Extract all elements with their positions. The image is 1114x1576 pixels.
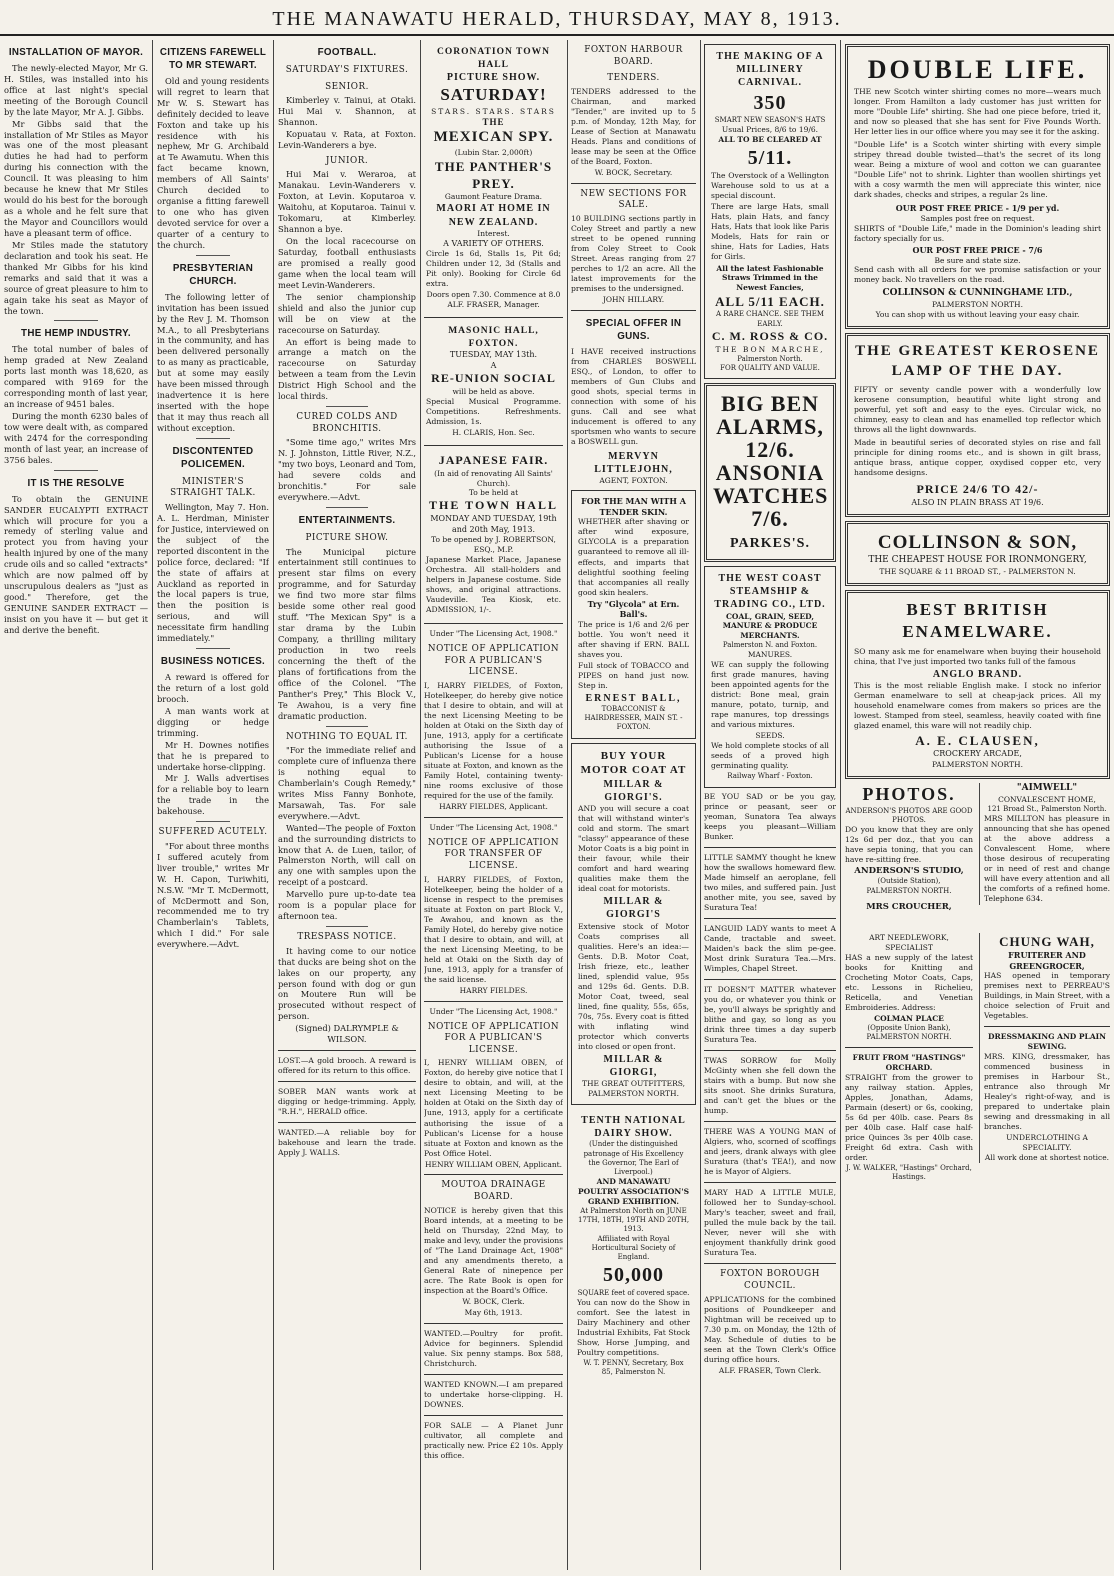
divider xyxy=(326,726,367,727)
ad-text: Extensive stock of Motor Coats comprises all qualities. Here's an idea:— Gents. D.B. Motor Coat, Irish frieze, etc., leather lined, splendid value, 95s and 129s 6d. Gents. D.B. Motor Coat, tweed, seal lined, fine quality, 55s, 65s, 70s, 75s. Every coat is fitted with inflating wind protector which converts into closed or open front. xyxy=(578,921,689,1051)
article-paragraph: "For about three months I suffered acutely from liver trouble," writes Mr W. H. Capon, Turiwhiti, N.S.W. "Mr T. McDermott, of McDermott and Son, recommended me to try Chamberlain's Tablets, which I did." For sale everywhere.—Advt. xyxy=(157,840,269,950)
ad-text: This is the most reliable English make. I stock no inferior German enamelware to sell at cheap-jack prices. All my household enamelware comes from makers so prices are the lowest. Stamped from steel, seamless, heavily coated with fine glazed enamel, this ware will not readily chip. xyxy=(854,681,1101,731)
ad-text: The Overstock of a Wellington Warehouse sold to us at a special discount. xyxy=(711,171,829,201)
ad-text: Made in beautiful series of decorated styles on rise and fall principle for dining rooms etc., and is shown in gilt brass, antique brass, antique copper, oxydised copper etc, very handsome designs. xyxy=(854,437,1101,477)
ad-coronation-picture-show xyxy=(424,44,563,312)
ad-heading: NEW SECTIONS FOR SALE. xyxy=(580,188,687,211)
classified-ad: IT DOESN'T MATTER whatever you do, or whatever you think or be, you'll always be sprightly and blithe and gay, so long as you drink three times a day superb Suratura Tea. xyxy=(704,984,836,1044)
article-paragraph: The following letter of invitation has been issued by the Rev J. M. Thomson M.A., to all Presbyterians in the community, and has been delivered personally to as many as practicable, but at some may easily have been missed through inadvertence it is here inserted with the hope that it may thus reach all without exception. xyxy=(157,291,269,433)
divider xyxy=(54,320,97,321)
divider xyxy=(704,1121,836,1122)
ad-text: CROCKERY ARCADE, xyxy=(933,749,1022,759)
ad-text: SHIRTS of "Double Life," made in the Dominion's leading shirt factory specially for us. xyxy=(854,223,1101,243)
article-paragraph: A man wants work at digging or hedge trimming. xyxy=(157,705,269,738)
headline-entertainments: ENTERTAINMENTS. xyxy=(298,514,396,526)
divider xyxy=(704,847,836,848)
ad-signature: H. CLARIS, Hon. Sec. xyxy=(452,427,535,437)
article-paragraph: The Municipal picture entertainment still continues to present star films on every programme, and for Saturday we find two more star films beside some other real good stuff. "The Mexican Spy" is a star drama by the Lubin Company, a thrilling military production in two reels concerning the theft of the plans of fortifications from the office of the Colonel. "The Panther's Prey," This Block V., Te Awahou, is a very fine dramatic production. xyxy=(278,546,416,721)
ad-text: FIFTY or seventy candle power with a wonderfully low kerosene consumption, beautiful white light strong and powerful, yet soft and easy to the eyes. Circular wick, no chimney, easy to clean and has enamelled top reflector which throws all the light downwards. xyxy=(854,384,1101,434)
ad-glycola xyxy=(571,490,696,738)
legal-title: MOUTOA DRAINAGE BOARD. xyxy=(441,1180,546,1203)
article-paragraph: The newly-elected Mayor, Mr G. H. Stiles, was installed into his office at last night's special meeting of the Borough Council by the late Mayor, Mr A. J. Gibbs. xyxy=(4,62,148,117)
ad-text: A VARIETY OF OTHERS. xyxy=(443,238,544,248)
subheadline: PICTURE SHOW. xyxy=(305,532,389,543)
divider xyxy=(704,1182,836,1183)
ad-text: The price is 1/6 and 2/6 per bottle. You won't need it after shaving if ERN. BALL shaves you. xyxy=(578,619,689,659)
ad-text: Japanese Market Place, Japanese Orchestra. All stall-holders and helpers in Japanese costume. Side shows, and original attractions. Vaudeville. Tea Kiosk, etc. ADMISSION, 1/-. xyxy=(426,555,561,615)
legal-body: I, HENRY WILLIAM OBEN, of Foxton, do hereby give notice that I desire to obtain, and will, at the next Licensing Meeting to be holden at Otaki on the Sixth day of June, 1913, apply for a certificate authorising the issue of a Publican's License for a house situate at Foxton and known as the Post Office Hotel. xyxy=(424,1058,563,1158)
divider xyxy=(196,255,230,256)
ad-text: Special Musical Programme. Competitions. Refreshments. Admission, 1s. xyxy=(426,396,561,426)
column-rule xyxy=(840,40,841,1570)
ad-dairy-show xyxy=(571,1109,696,1383)
column-3 xyxy=(278,40,416,1570)
column-rule xyxy=(700,40,701,1570)
column-rule xyxy=(273,40,274,1570)
ad-text: Palmerston North. xyxy=(737,354,803,363)
divider xyxy=(278,1122,416,1123)
ad-highlight: 5/11. xyxy=(747,146,793,169)
ad-text: 10 BUILDING sections partly in Coley Street and partly a new street to be opened running from Coley Street to Cook Street. Areas ranging from 27 perches to 1/2 an acre. All the latest improvements for the premises to the undersigned. xyxy=(571,214,696,294)
ad-heading: THE TOWN HALL xyxy=(429,498,558,513)
ad-highlight: 7/6. xyxy=(751,506,789,532)
ad-text: STRAIGHT from the grower to any railway station. Apples, Apples, Jonathan, Adams, Parmain (desert) or 6s, cooking, 5s 6d per 40lb. case. Pears 8s per 40lb case. Half case half-price Quinces 3s per 40lb case. Freight 6d extra. Cash with order. xyxy=(845,1072,973,1162)
classified-ad: BE YOU SAD or be you gay, prince or peasant, seer or yeoman, Sunatora Tea always keeps you pleasant—William Bunker. xyxy=(704,791,836,841)
ad-text: Be sure and state size. xyxy=(934,255,1021,265)
ad-name: COLLINSON & CUNNINGHAME LTD., xyxy=(882,288,1073,299)
article-paragraph: The senior championship shield and also the junior cup will be on view at the racecourse on Saturday. xyxy=(278,291,416,335)
headline-citizens-farewell: CITIZENS FAREWELL TO MR STEWART. xyxy=(159,47,267,71)
headline-installation-of-mayor: INSTALLATION OF MAYOR. xyxy=(8,47,144,58)
ad-text: HAS a new supply of the latest books for Knitting and Crocheting Motor Coats, Caps, etc. Lessons in Richelieu, Reticella, and Venetian Embroideries. Address: xyxy=(845,952,973,1012)
ad-text: WE can supply the following first grade manures, having been appointed agents for the district: Bone meal, grain manure, potato, turnip, and rape manures, top dressings and various mixtures. xyxy=(711,660,829,730)
ad-text: TUESDAY, MAY 13th. xyxy=(449,350,538,360)
article-paragraph: The total number of bales of hemp graded at New Zealand ports last month was 18,620, as compared with 9169 for the corresponding month of last year, an increase of 9451 bales. xyxy=(4,344,148,410)
signature: (Signed) DALRYMPLE & WILSON. xyxy=(295,1023,399,1045)
legal-body: NOTICE is hereby given that this Board intends, at a meeting to be held on Thursday, 22nd May, to make and levy, under the provisions of "The Land Drainage Act, 1908" and any amendments thereto, a General Rate of ninepence per acre. The Rate Book is open for inspection at the Board's Office. xyxy=(424,1205,563,1295)
ad-heading: SPECIAL OFFER IN GUNS. xyxy=(585,318,682,342)
ad-text: Doors open 7.30. Commence at 8.0 xyxy=(426,290,561,300)
ad-text: DO you know that they are only 12s 6d per doz., that you can have sepia toning, that you can have re-sitting free. xyxy=(845,825,973,865)
ad-heading: JAPANESE FAIR. xyxy=(438,452,549,467)
headline-resolve: IT IS THE RESOLVE xyxy=(27,477,125,489)
divider xyxy=(704,979,836,980)
ad-text: PALMERSTON NORTH. xyxy=(588,1089,679,1099)
ad-text: To be opened by J. ROBERTSON, ESQ., M.P. xyxy=(431,535,556,555)
divider xyxy=(571,310,696,311)
ad-signature: W. T. PENNY, Secretary, Box 85, Palmerston N. xyxy=(583,1359,684,1377)
ad-text: THE new Scotch winter shirting comes no more—wears much longer. From Hamilton a lady customer has just written for more "Double Life" shirting. She had one piece before, tried it, and now so pleased that she has sent for Five Pounds Worth. Her letter lies in our office where you may see it for the asking. xyxy=(854,87,1101,137)
ad-text: Samples post free on request. xyxy=(920,214,1035,224)
column-6 xyxy=(704,40,836,1570)
classified-ad: WANTED.—Poultry for profit. Advice for beginners. Splendid value. Six penny stamps. Box 588, Christchurch. xyxy=(424,1328,563,1368)
ad-heading: MASONIC HALL, FOXTON. xyxy=(448,326,539,349)
ad-text: (Under the distinguished patronage of His Excellency the Governor, The Earl of Liverpool.) xyxy=(583,1140,684,1177)
article-paragraph: An effort is being made to arrange a match on the racecourse on Saturday between a team from the Levin District High School and the local thirds. xyxy=(278,336,416,402)
ad-heading: FOR THE MAN WITH A TENDER SKIN. xyxy=(581,496,686,517)
divider xyxy=(196,821,230,822)
divider xyxy=(704,1050,836,1051)
legal-heading: Under "The Licensing Act, 1908." xyxy=(429,1006,558,1016)
article-paragraph: Mr J. Walls advertises for a reliable boy to learn the trade in the bakehouse. xyxy=(157,773,269,817)
divider xyxy=(424,1374,563,1375)
ad-reunion-social xyxy=(424,323,563,440)
ad-row-photos-aimwell xyxy=(845,783,1110,933)
legal-body: APPLICATIONS for the combined positions of Poundkeeper and Nightman will be received up to 7.30 p.m. on Monday, the 12th of May. Schedule of duties to be seen at the Town Clerk's Office during office hours. xyxy=(704,1294,836,1364)
legal-signature: HARRY FIELDES, Applicant. xyxy=(439,802,548,812)
column-rule xyxy=(420,40,421,1570)
ad-anderson-photos xyxy=(845,783,973,913)
divider xyxy=(704,918,836,919)
ad-text: FRUITERER AND GREENGROCER, xyxy=(1008,949,1086,971)
ad-text: MONDAY AND TUESDAY, 19th and 20th May, 1913. xyxy=(430,514,557,534)
column-7 xyxy=(845,40,1110,1570)
ad-heading: MEXICAN SPY. xyxy=(433,129,554,146)
ad-text: To be held at xyxy=(468,488,519,498)
ad-heading: BUY YOUR MOTOR COAT AT xyxy=(580,749,687,777)
ad-text: THE SQUARE & 11 BROAD ST., - PALMERSTON N. xyxy=(879,567,1076,577)
ad-name: MILLAR & GIORGI'S xyxy=(603,896,664,921)
divider xyxy=(984,1026,1110,1027)
ad-name: MILLAR & GIORGI, xyxy=(603,1053,664,1078)
divider xyxy=(424,1323,563,1324)
legal-date: May 6th, 1913. xyxy=(464,1307,523,1317)
legal-heading: Under "The Licensing Act, 1908." xyxy=(429,629,558,639)
divider xyxy=(278,1081,416,1082)
ad-text: THE BON MARCHE, xyxy=(715,344,825,354)
ad-heading: PICTURE SHOW. xyxy=(446,72,541,84)
divider xyxy=(196,648,230,649)
ad-text: THE CHEAPEST HOUSE FOR IRONMONGERY, xyxy=(868,555,1087,566)
ad-text: SMART NEW SEASON'S HATS xyxy=(714,115,826,124)
ad-kerosene-lamp xyxy=(845,333,1110,517)
ad-west-coast-steamship xyxy=(704,566,836,788)
ad-text: All work done at shortest notice. xyxy=(984,1152,1110,1162)
ad-heading: THE WEST COAST STEAMSHIP & TRADING CO., LTD. xyxy=(714,573,826,611)
ad-text: THE xyxy=(482,116,505,127)
subheadline: SENIOR. xyxy=(325,81,369,92)
column-rule xyxy=(152,40,153,1570)
subheadline: SATURDAY'S FIXTURES. xyxy=(285,64,409,75)
ad-signature: ALF. FRASER, Manager. xyxy=(447,300,540,310)
ad-text: SQUARE feet of covered space. xyxy=(577,1288,690,1297)
ad-text: SO many ask me for enamelware when buying their household china, that I've just imported two tanks full of the famous xyxy=(854,646,1101,666)
ad-text: (Lubin Star. 2,000ft) xyxy=(454,148,533,158)
ad-heading: PHOTOS. xyxy=(862,783,956,804)
ad-text: AND MANAWATU POULTRY ASSOCIATION'S GRAND EXHIBITION. xyxy=(577,1177,690,1207)
ad-aimwell xyxy=(979,783,1110,905)
ad-text: ART NEEDLEWORK, xyxy=(869,932,949,942)
ad-croucher xyxy=(845,933,973,1183)
ad-text: Send cash with all orders for we promise satisfaction or your money back. No travellers on the road. xyxy=(854,265,1101,285)
ad-text: STARS. STARS. STARS xyxy=(431,106,556,116)
ad-heading: CHUNG WAH, xyxy=(999,933,1095,949)
ad-text: ALSO IN PLAIN BRASS AT 19/6. xyxy=(911,497,1044,507)
headline-business-notices: BUSINESS NOTICES. xyxy=(160,656,266,668)
ad-text: MRS. KING, dressmaker, has commenced business in premises in Harbour St., entrance also through Mr Healey's right-of-way, and is prepared to undertake plain sewing and dressmaking in all branches. xyxy=(984,1051,1110,1132)
ad-text: Railway Wharf - Foxton. xyxy=(727,772,813,781)
ad-heading: CORONATION TOWN HALL xyxy=(437,47,550,70)
ad-text: FOR QUALITY AND VALUE. xyxy=(720,363,820,372)
divider xyxy=(196,438,230,439)
ad-text: THE GREAT OUTFITTERS, xyxy=(581,1079,686,1089)
ad-text: WHETHER after shaving or after wind exposure, GLYCOLA is a preparation guaranteed to remove all ill-effects, and imparts that delightful soothing feeling that accompanies all really good skin healers. xyxy=(578,517,689,597)
ad-collinson-son xyxy=(845,521,1110,586)
ad-highlight: 12/6. xyxy=(745,437,795,463)
ad-heading: COLLINSON & SON, xyxy=(877,532,1078,554)
article-paragraph: To obtain the GENUINE SANDER EUCALYPTI EXTRACT which will procure for you a remedy of sterling value and protect you from having your health injured by one of the many crude oils and so called "extracts" which are now palmed off by unscrupulous dealers as "just as good." Therefore, get the GENUINE SANDER EXTRACT — insist on you have it — but get it and derive the benefit. xyxy=(4,493,148,635)
article-paragraph: Wanted—The people of Foxton and the surrounding districts to know that A. de Luen, tailor, of Palmerston North, will call on any one with samples upon the receipt of a postcard. xyxy=(278,822,416,888)
ad-text: A xyxy=(490,360,497,370)
ad-heading: RE-UNION SOCIAL xyxy=(431,371,556,386)
ad-signature: J. W. WALKER, "Hastings" Orchard, Hastings. xyxy=(846,1163,972,1182)
headline-discontented-policemen: DISCONTENTED POLICEMEN. xyxy=(172,445,254,470)
ad-name: MILLAR & GIORGI'S. xyxy=(603,778,664,803)
ad-text: TOBACCONIST & HAIRDRESSER, MAIN ST. - FOXTON. xyxy=(584,704,683,732)
article-paragraph: Mr Stiles made the statutory declaration and took his seat. He thanked Mr Gibbs for his kind remarks and said that it was a source of great pleasure to him to again take his seat as Mayor of the town. xyxy=(4,239,148,316)
column-1 xyxy=(4,40,148,1570)
ad-highlight: 350 xyxy=(753,91,787,114)
ad-brand: ANGLO BRAND. xyxy=(932,668,1023,680)
article-paragraph: Hui Mai v. Weraroa, at Manakau. Levin-Wanderers v. Foxton, at Levin. Koputaroa v. Waitohu, at Koputaroa. Tainui v. Tokomaru, at Kimberley. Shannon a bye. xyxy=(278,169,416,235)
article-paragraph: "Some time ago," writes Mrs N. J. Johnston, Little River, N.Z., "my two boys, Leonard and Tom, had severe colds and bronchitis." For sale everywhere.—Advt. xyxy=(278,437,416,503)
column-4 xyxy=(424,40,563,1570)
ad-text: MRS MILLTON has pleasure in announcing that she has opened at the above address a Convalescent Home, where those desirous of recuperating or in need of rest and change will have every attention and all the comforts of a refined home. Telephone 634. xyxy=(984,813,1110,903)
ad-millinery-carnival xyxy=(704,44,836,379)
ad-price: OUR POST FREE PRICE - 1/9 per yd. xyxy=(895,203,1060,214)
ad-name: ERNEST BALL, xyxy=(585,692,682,704)
ad-subheading: SEEDS. xyxy=(755,731,785,741)
divider xyxy=(326,507,367,508)
article-paragraph: On the local racecourse on Saturday, football enthusiasts are promised a really good game when the local team will meet Levin-Wanderers. xyxy=(278,236,416,290)
ad-price: OUR POST FREE PRICE - 7/6 xyxy=(912,244,1043,255)
ad-text: Affiliated with Royal Horticultural Society of England. xyxy=(591,1234,676,1262)
divider xyxy=(571,183,696,184)
ad-british-enamelware xyxy=(845,590,1110,779)
classified-ad: FOR SALE — A Planet Junr cultivator, all complete and practically new. Price £2 10s. Apply this office. xyxy=(424,1420,563,1460)
subheadline: JUNIOR. xyxy=(325,155,369,166)
ad-text: COAL, GRAIN, SEED, MANURE & PRODUCE MERCHANTS. xyxy=(722,611,818,641)
ad-name: PARKES'S. xyxy=(730,535,810,551)
ad-japanese-fair xyxy=(424,451,563,618)
divider xyxy=(845,1047,973,1048)
legal-heading: Under "The Licensing Act, 1908." xyxy=(429,822,558,832)
ad-signature: W. BOCK, Secretary. xyxy=(594,167,673,177)
ad-heading: FOXTON HARBOUR BOARD. xyxy=(584,45,683,67)
column-5 xyxy=(571,40,696,1570)
legal-body: I, HARRY FIELDES, of Foxton, Hotelkeeper, do hereby give notice that I desire to obtain, and will at the next Licensing Meeting to be holden at Otaki on the Sixth day of June, 1913, apply for a certificate authorising the Issue of a Publican's License for a house situate at Foxton, and known as the Family Hotel, containing twenty-nine rooms exclusive of those required for the use of the family. xyxy=(424,680,563,800)
divider xyxy=(704,1263,836,1264)
ad-subheading: TENDERS. xyxy=(607,73,660,84)
headline-suffered-acutely: SUFFERED ACUTELY. xyxy=(158,827,268,838)
divider xyxy=(424,1001,563,1002)
divider xyxy=(424,317,563,318)
ad-text: (Opposite Union Bank), PALMERSTON NORTH. xyxy=(866,1023,952,1041)
ad-text: "Double Life" is a Scotch winter shirting with every simple stripey thread double twisted—that's the secret of its long wear. Being a mixture of wool and cotton we can guarantee "Double Life" not to shrink. Lighter than woollen shirtings yet with a cosy warmth the men will appreciate this winter, nice dark shades, checks and stripes, a regular 2s line. xyxy=(854,140,1101,200)
legal-title: NOTICE OF APPLICATION FOR A PUBLICAN'S LICENSE. xyxy=(427,644,560,678)
ad-heading: BEST BRITISH ENAMELWARE. xyxy=(902,600,1053,642)
ad-heading: THE GREATEST KEROSENE LAMP OF THE DAY. xyxy=(855,343,1100,379)
ad-text: I HAVE received instructions from CHARLES BOSWELL ESQ., of London, to offer to members of Gun Clubs and good shots, special terms in connection with some of his guns. Call and see what inducement is offered to any sportsmen who wants to secure a BOSWELL gun. xyxy=(571,346,696,447)
ad-heading: MAORI AT HOME IN NEW ZEALAND. xyxy=(436,203,551,228)
ad-heading: "AIMWELL" xyxy=(1016,782,1078,793)
legal-signature: W. BOCK, Clerk. xyxy=(462,1296,525,1306)
ad-text: UNDERCLOTHING A SPECIALITY. xyxy=(1006,1133,1088,1152)
divider xyxy=(424,623,563,624)
ad-text: All the latest Fashionable Straws Trimmed in the Newest Fancies, xyxy=(716,263,824,293)
ad-text: You can shop with us without leaving your easy chair. xyxy=(875,310,1080,320)
classified-ad: TWAS SORROW for Molly McGinty when she fell down the stairs with a bump. But now she sits snoot. She drinks Suratura, and can't get the blues or the hump. xyxy=(704,1056,836,1116)
ad-row-croucher-chungwah xyxy=(845,933,1110,1183)
ad-text: HAS opened in temporary premises next to PERREAU'S Buildings, in Main Street, with a choice selection of Fruit and Vegetables. xyxy=(984,971,1110,1021)
legal-title: NOTICE OF APPLICATION FOR A PUBLICAN'S LICENSE. xyxy=(427,1021,560,1055)
ad-text: CONVALESCENT HOME, xyxy=(998,794,1096,804)
article-paragraph: It having come to our notice that ducks are being shot on the lakes on our property, any person found with dog or gun on Moutere Run will be prosecuted without respect of person. xyxy=(278,945,416,1022)
ad-text: Interest. xyxy=(477,228,510,238)
ad-text: Palmerston N. and Foxton. xyxy=(722,641,818,650)
ad-double-life xyxy=(845,44,1110,329)
ad-highlight: BIG BEN xyxy=(720,390,820,416)
article-paragraph: Kopuatau v. Rata, at Foxton. Levin-Wanderers a bye. xyxy=(278,128,416,150)
article-paragraph: Mr Gibbs said that the installation of Mr Stiles as Mayor was one of the most pleasant duties he had had to perform during his connection with the Council. It was pleasing to him because he knew that Mr Stiles would do his best for the borough as a whole and he felt sure that the Mayor and Councillors would have a pleasant term of office. xyxy=(4,118,148,238)
article-paragraph: Marvello pure up-to-date tea room is a popular place for afternoon tea. xyxy=(278,889,416,922)
legal-signature: HENRY WILLIAM OBEN, Applicant. xyxy=(424,1159,563,1169)
article-paragraph: A reward is offered for the return of a lost gold brooch. xyxy=(157,672,269,704)
divider xyxy=(424,1415,563,1416)
legal-body: I, HARRY FIELDES, of Foxton, Hotelkeeper, being the holder of a license in respect to the premises situate at Foxton on part Block V., Te Awahou, and known as the Family Hotel, do hereby give notice that I desire to obtain, and will, at the next Licensing Meeting, to be held at Otaki on the Sixth day of June, 1913, apply for a transfer of the said license. xyxy=(424,874,563,984)
ad-name: MRS CROUCHER, xyxy=(866,901,952,912)
ad-text: PALMERSTON NORTH. xyxy=(932,759,1023,769)
ad-signature: JOHN HILLARY. xyxy=(602,295,665,305)
divider xyxy=(326,406,367,407)
ad-heading: DRESSMAKING AND PLAIN SEWING. xyxy=(987,1032,1107,1052)
ad-text: will be held as above. xyxy=(452,386,535,396)
ad-parkes-alarms xyxy=(704,383,836,562)
ad-text: 121 Broad St., Palmerston North. xyxy=(987,804,1107,813)
ad-text: Circle 1s 6d, Stalls 1s, Pit 6d; Children under 12, 3d (Stalls and Pit only). Booking for Circle 6d extra. xyxy=(426,249,561,289)
article-paragraph: Wellington, May 7. Hon. A. L. Herdman, Minister for Justice, interviewed on the subject of the reported discontent in the police force, declared: "If the state of affairs at Auckland as reported in the local papers is true, then the position is serious, and will necessitate firm handling immediately." xyxy=(157,501,269,644)
masthead: THE MANAWATU HERALD, THURSDAY, MAY 8, 1913. xyxy=(0,8,1114,36)
article-paragraph: Kimberley v. Tainui, at Otaki. Hui Mai v. Shannon, at Shannon. xyxy=(278,95,416,128)
ad-text: You can now do the Show in comfort. See the latest in Dairy Machinery and other Industrial Exhibits, Fat Stock Show, Horse Jumping, and Poultry competitions. xyxy=(577,1297,690,1358)
divider xyxy=(424,1174,563,1175)
ad-name: A. E. CLAUSEN, xyxy=(915,733,1040,749)
classified-ad: WANTED.—A reliable boy for bakehouse and learn the trade. Apply J. WALLS. xyxy=(278,1128,416,1158)
ad-text: AGENT, FOXTON. xyxy=(599,476,668,486)
ad-text: Try "Glycola" at Ern. Ball's. xyxy=(587,598,680,620)
classified-ad: LITTLE SAMMY thought he knew how the swallows homeward flew. Made himself an aeroplane, fell two miles, and suffered pain. Just another mite, you see, saved by Suratura Tea! xyxy=(704,852,836,912)
ad-name: C. M. ROSS & CO. xyxy=(711,328,829,343)
divider xyxy=(54,470,97,471)
article-paragraph: During the month 6230 bales of tow were dealt with, as compared with 2474 for the corresponding month of last year, an increase of 3756 bales. xyxy=(4,411,148,465)
headline-football: FOOTBALL. xyxy=(317,47,377,58)
ad-millar-giorgi xyxy=(571,743,696,1105)
classified-ad: LOST.—A gold brooch. A reward is offered for its return to this office. xyxy=(278,1056,416,1076)
ad-price: PRICE 24/6 TO 42/- xyxy=(916,481,1039,496)
article-paragraph: Mr H. Downes notifies that he is prepared to undertake horse-clipping. xyxy=(157,739,269,772)
headline-trespass-notice: TRESPASS NOTICE. xyxy=(297,932,397,943)
article-paragraph: "For the immediate relief and complete cure of influenza there is nothing equal to Chamberlain's Cough Remedy," writes Miss Fanny Bonhote, Marsawah, Tas. For sale everywhere.—Advt. xyxy=(278,745,416,821)
ad-text: A RARE CHANCE. SEE THEM EARLY. xyxy=(715,310,825,328)
headline-cured-colds: CURED COLDS AND BRONCHITIS. xyxy=(296,412,398,434)
ad-text: COLMAN PLACE xyxy=(874,1013,944,1023)
headline-nothing-to-equal: NOTHING TO EQUAL IT. xyxy=(286,731,408,742)
ad-heading: DOUBLE LIFE. xyxy=(867,55,1088,84)
classified-ad: WANTED KNOWN.—I am prepared to undertake horse-clipping. H. DOWNES. xyxy=(424,1379,563,1409)
divider xyxy=(424,817,563,818)
divider xyxy=(424,445,563,446)
ad-text: AND you will secure a coat that will withstand winter's cold and storm. The smart "classy" appearance of these Motor Coats is a big point in their favour, while their comfort and hard wearing qualities make them the ideal coat for motorists. xyxy=(578,804,689,894)
ad-text: PALMERSTON NORTH. xyxy=(866,886,952,895)
ad-highlight: WATCHES xyxy=(713,483,829,509)
ad-highlight: 50,000 xyxy=(603,1264,664,1287)
ad-text: Gaumont Feature Drama. xyxy=(444,192,543,202)
divider xyxy=(278,1050,416,1051)
ad-text: SPECIALIST xyxy=(885,942,933,952)
ad-chung-wah xyxy=(979,933,1110,1163)
ad-highlight: ALARMS, xyxy=(716,414,824,440)
ad-text: (In aid of renovating All Saints' Church). xyxy=(434,468,553,488)
ad-heading: TENTH NATIONAL DAIRY SHOW. xyxy=(581,1114,686,1140)
ad-text: ANDERSON'S PHOTOS ARE GOOD PHOTOS. xyxy=(845,806,973,824)
classified-ad: THERE WAS A YOUNG MAN of Algiers, who, scorned of scoffings and jeers, drank always with glee Suratura (that's TEA!), and now he is Mayor of Algiers. xyxy=(704,1127,836,1177)
ad-text: (Outside Station), xyxy=(877,877,941,886)
ad-heading: SATURDAY! xyxy=(440,85,547,105)
ad-heading: THE PANTHER'S PREY. xyxy=(434,159,553,192)
ad-text: TENDERS addressed to the Chairman, and marked "Tender," are invited up to 5 p.m. of Monday, 12th May, for Lease of Section at Manawatu Heads. Plans and conditions of lease may be seen at the Office of the Board, Foxton. xyxy=(571,86,696,166)
ad-highlight: ALL 5/11 EACH. xyxy=(715,294,825,310)
ad-text: ALL TO BE CLEARED AT xyxy=(718,135,822,145)
classified-ad: MARY HAD A LITTLE MULE, followed her to Sunday-school. Mary's teacher, sweet and frail, pulled the mule back by the tail. Never, never will she with enjoyment thankfully drink good Suratura Tea. xyxy=(704,1188,836,1258)
classified-ad: LANGUID LADY wants to meet A Cande, tractable and sweet. Maiden's back the slim pe-gee. Most drink Suratura Tea.—Mrs. Wimples, Chapel Street. xyxy=(704,923,836,973)
legal-signature: HARRY FIELDES. xyxy=(459,985,528,995)
ad-text: We hold complete stocks of all seeds of a proved high germinating quality. xyxy=(711,741,829,771)
ad-text: Full stock of TOBACCO and PIPES on hand just now. Step in. xyxy=(578,660,689,690)
ad-text: PALMERSTON NORTH. xyxy=(932,300,1023,310)
ad-heading: FRUIT FROM "HASTINGS" ORCHARD. xyxy=(852,1053,966,1072)
ad-subheading: MANURES. xyxy=(747,650,793,660)
article-paragraph: Old and young residents will regret to learn that Mr W. S. Stewart has definitely decided to leave Foxton and take up his residence with his nephew, Mr G. Archibald at Te Awamutu. When this fact became known, members of All Saints' Church decided to organise a fitting farewell to one who has given devoted service for over a quarter of a century to the church. xyxy=(157,75,269,250)
ad-text: There are large Hats, small Hats, plain Hats, and fancy Hats, Hats that look like Paris Models, Hats for rain or shine, Hats for Ladies, Hats for Girls. xyxy=(711,202,829,262)
ad-name: MERVYN LITTLEJOHN, xyxy=(594,451,673,476)
headline-presbyterian-church: PRESBYTERIAN CHURCH. xyxy=(172,262,254,287)
classified-ad: SOBER MAN wants work at digging or hedge-trimming. Apply, "R.H.", HERALD office. xyxy=(278,1087,416,1117)
legal-title: NOTICE OF APPLICATION FOR TRANSFER OF LICENSE. xyxy=(427,837,560,872)
column-2 xyxy=(157,40,269,1570)
divider xyxy=(326,926,367,927)
headline-hemp-industry: THE HEMP INDUSTRY. xyxy=(21,328,131,340)
ad-heading: THE MAKING OF A MILLINERY CARNIVAL. xyxy=(716,51,824,89)
legal-signature: ALF. FRASER, Town Clerk. xyxy=(718,1365,822,1375)
ad-highlight: ANSONIA xyxy=(715,460,825,486)
ad-text: At Palmerston North on JUNE 17TH, 18TH, 19TH AND 20TH, 1913. xyxy=(577,1206,690,1234)
subheadline: MINISTER'S STRAIGHT TALK. xyxy=(170,476,256,499)
column-rule xyxy=(567,40,568,1570)
ad-name: ANDERSON'S STUDIO, xyxy=(854,866,964,877)
legal-title: FOXTON BOROUGH COUNCIL. xyxy=(720,1269,820,1291)
ad-text: Usual Prices, 8/6 to 19/6. xyxy=(721,125,819,135)
